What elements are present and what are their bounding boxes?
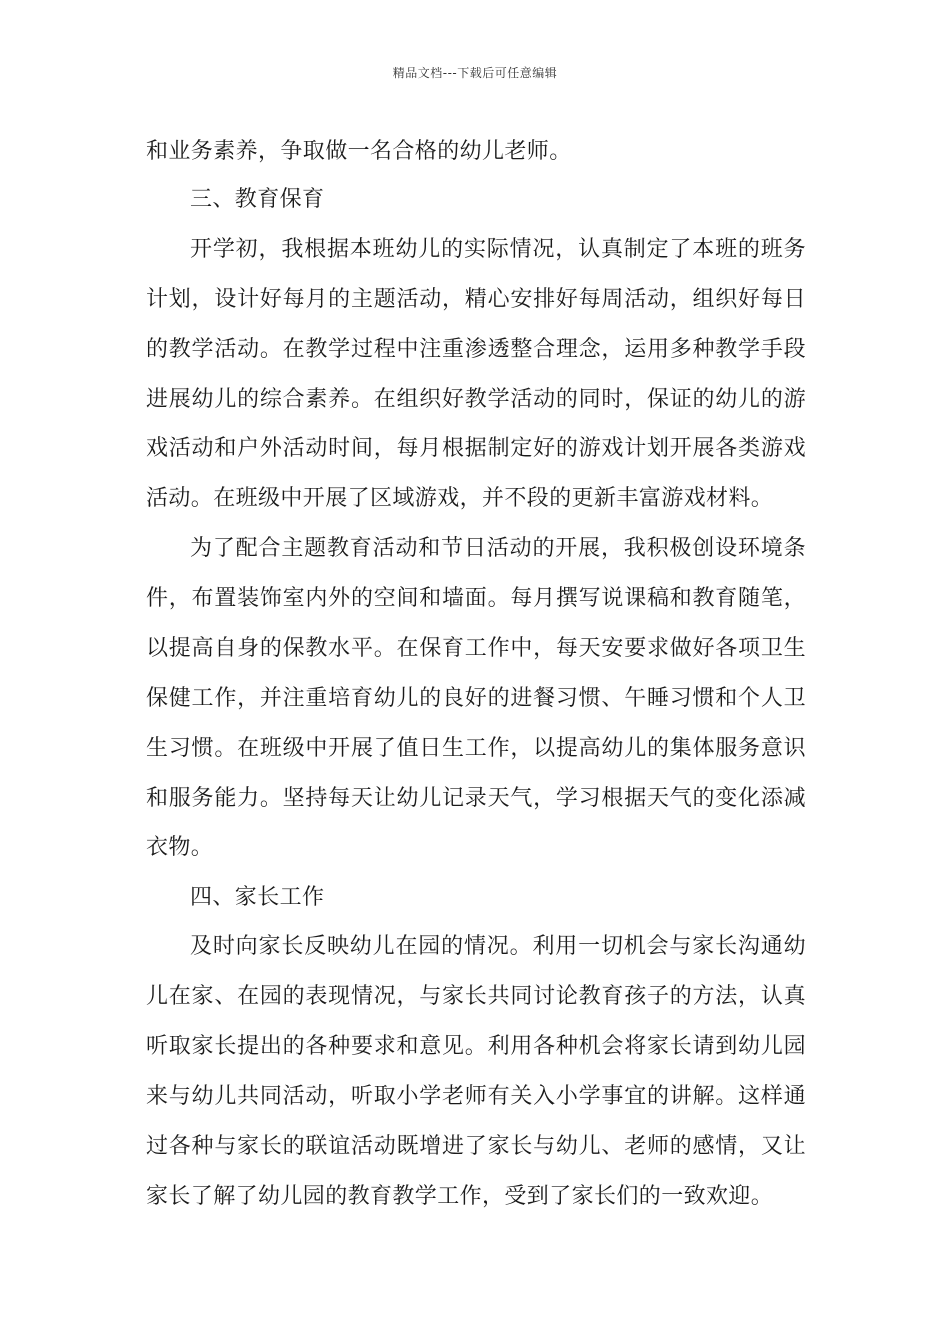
- paragraph-line: 听取家长提出的各种要求和意见。利用各种机会将家长请到幼儿园: [146, 1034, 806, 1059]
- paragraph-line: 家长了解了幼儿园的教育教学工作，受到了家长们的一致欢迎。: [146, 1184, 774, 1209]
- section-heading-education: 三、教育保育: [190, 187, 325, 212]
- paragraph-line: 来与幼儿共同活动，听取小学老师有关入小学事宜的讲解。这样通: [146, 1084, 806, 1109]
- paragraph-line: 活动。在班级中开展了区域游戏，并不段的更新丰富游戏材料。: [146, 486, 774, 511]
- paragraph-line: 生习惯。在班级中开展了值日生工作，以提高幼儿的集体服务意识: [146, 736, 806, 761]
- paragraph-line: 衣物。: [146, 835, 214, 860]
- paragraph-line: 进展幼儿的综合素养。在组织好教学活动的同时，保证的幼儿的游: [146, 387, 806, 412]
- paragraph-line: 戏活动和户外活动时间，每月根据制定好的游戏计划开展各类游戏: [146, 436, 806, 461]
- paragraph-line: 的教学活动。在教学过程中注重渗透整合理念，运用多种教学手段: [146, 337, 806, 362]
- paragraph-line: 为了配合主题教育活动和节日活动的开展，我积极创设环境条: [190, 536, 806, 561]
- paragraph-line: 过各种与家长的联谊活动既增进了家长与幼儿、老师的感情，又让: [146, 1134, 806, 1159]
- paragraph-line: 以提高自身的保教水平。在保育工作中，每天安要求做好各项卫生: [146, 636, 806, 661]
- paragraph-line: 和服务能力。坚持每天让幼儿记录天气，学习根据天气的变化添减: [146, 786, 806, 811]
- paragraph-line: 及时向家长反映幼儿在园的情况。利用一切机会与家长沟通幼: [190, 934, 806, 959]
- paragraph-line: 保健工作，并注重培育幼儿的良好的进餐习惯、午睡习惯和个人卫: [146, 686, 806, 711]
- section-heading-parents: 四、家长工作: [190, 885, 325, 910]
- paragraph-line: 开学初，我根据本班幼儿的实际情况，认真制定了本班的班务: [190, 237, 806, 262]
- paragraph-line: 件，布置装饰室内外的空间和墙面。每月撰写说课稿和教育随笔，: [146, 586, 806, 611]
- paragraph-line: 儿在家、在园的表现情况，与家长共同讨论教育孩子的方法，认真: [146, 984, 806, 1009]
- paragraph-line: 和业务素养，争取做一名合格的幼儿老师。: [146, 139, 572, 164]
- page-header: 精品文档---下载后可任意编辑: [392, 66, 558, 80]
- paragraph-line: 计划，设计好每月的主题活动，精心安排好每周活动，组织好每日: [146, 287, 806, 312]
